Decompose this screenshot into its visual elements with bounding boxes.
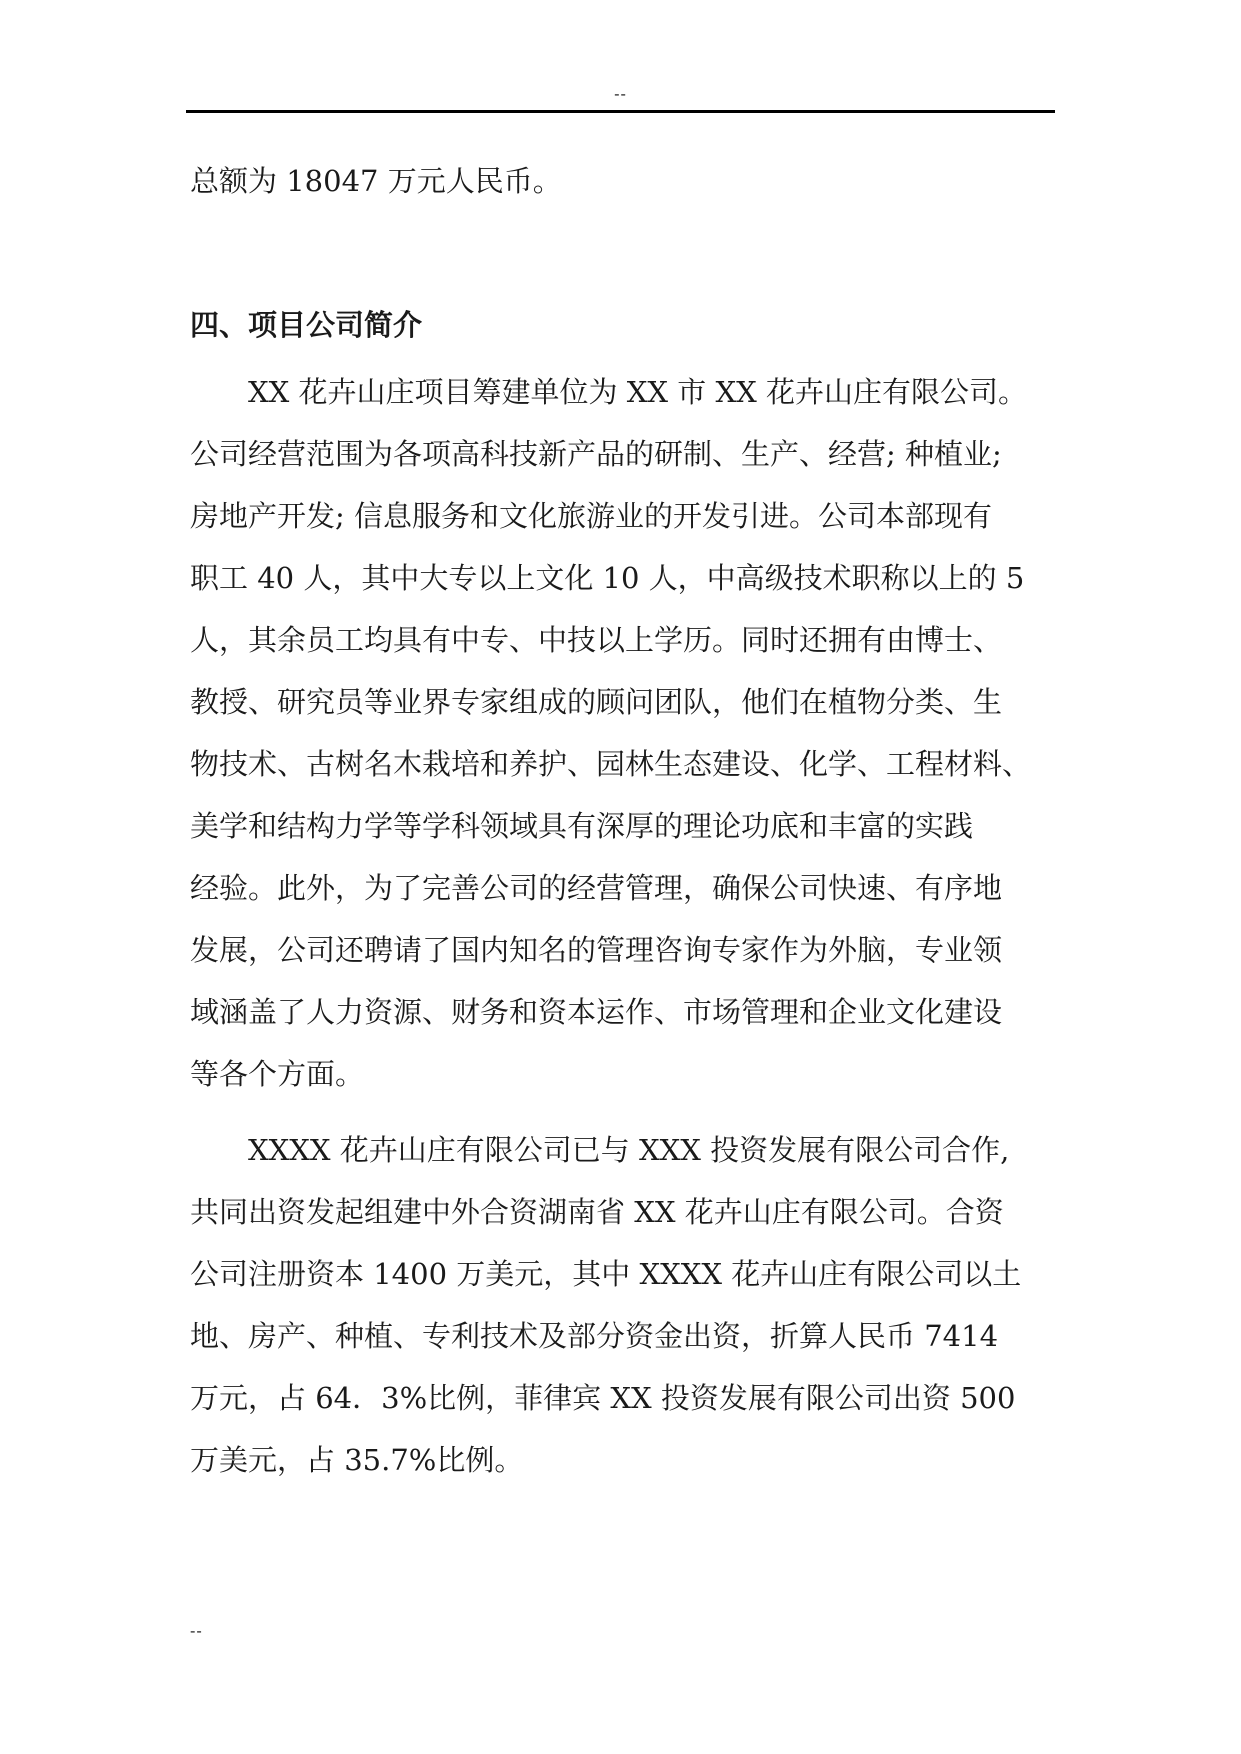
paragraph-line: 共同出资发起组建中外合资湖南省 XX 花卉山庄有限公司。合资 (190, 1195, 1004, 1229)
paragraph-line: XX 花卉山庄项目筹建单位为 XX 市 XX 花卉山庄有限公司。 (248, 375, 1027, 409)
spacer (190, 1105, 1060, 1119)
paragraph-line: 万元，占 64．3%比例，菲律宾 XX 投资发展有限公司出资 500 (190, 1381, 1016, 1415)
page-footer-mark: -- (190, 1621, 203, 1640)
section-heading: 四、项目公司简介 (190, 308, 423, 342)
paragraph-line: 等各个方面。 (190, 1057, 365, 1091)
carryover-line: 总额为 18047 万元人民币。 (190, 164, 562, 198)
page-header-mark: -- (614, 84, 627, 103)
paragraph-line: 物技术、古树名木栽培和养护、园林生态建设、化学、工程材料、 (190, 747, 1032, 781)
paragraph-line: 地、房产、种植、专利技术及部分资金出资，折算人民币 7414 (190, 1319, 999, 1353)
spacer (190, 212, 1060, 294)
paragraph-line: 职工 40 人，其中大专以上文化 10 人，中高级技术职称以上的 5 (190, 561, 1025, 595)
paragraph-line: 美学和结构力学等学科领域具有深厚的理论功底和丰富的实践 (190, 809, 974, 843)
paragraph-line: 经验。此外，为了完善公司的经营管理，确保公司快速、有序地 (190, 871, 1003, 905)
paragraph-joint-venture (190, 1119, 1060, 1491)
paragraph-company-intro (190, 361, 1060, 1105)
paragraph-line: 发展，公司还聘请了国内知名的管理咨询专家作为外脑，专业领 (190, 933, 1003, 967)
paragraph-line: XXXX 花卉山庄有限公司已与 XXX 投资发展有限公司合作, (248, 1133, 1010, 1167)
document-body (190, 150, 1060, 1491)
paragraph-line: 教授、研究员等业界专家组成的顾问团队，他们在植物分类、生 (190, 685, 1003, 719)
paragraph-line: 万美元，占 35.7%比例。 (190, 1443, 524, 1477)
paragraph-line: 公司注册资本 1400 万美元，其中 XXXX 花卉山庄有限公司以土 (190, 1257, 1022, 1291)
paragraph-line: 域涵盖了人力资源、财务和资本运作、市场管理和企业文化建设 (190, 995, 1003, 1029)
paragraph-line: 人，其余员工均具有中专、中技以上学历。同时还拥有由博士、 (190, 623, 1003, 657)
header-rule (186, 110, 1055, 113)
paragraph-line: 房地产开发; 信息服务和文化旅游业的开发引进。公司本部现有 (190, 499, 992, 533)
paragraph-line: 公司经营范围为各项高科技新产品的研制、生产、经营; 种植业; (190, 437, 1002, 471)
